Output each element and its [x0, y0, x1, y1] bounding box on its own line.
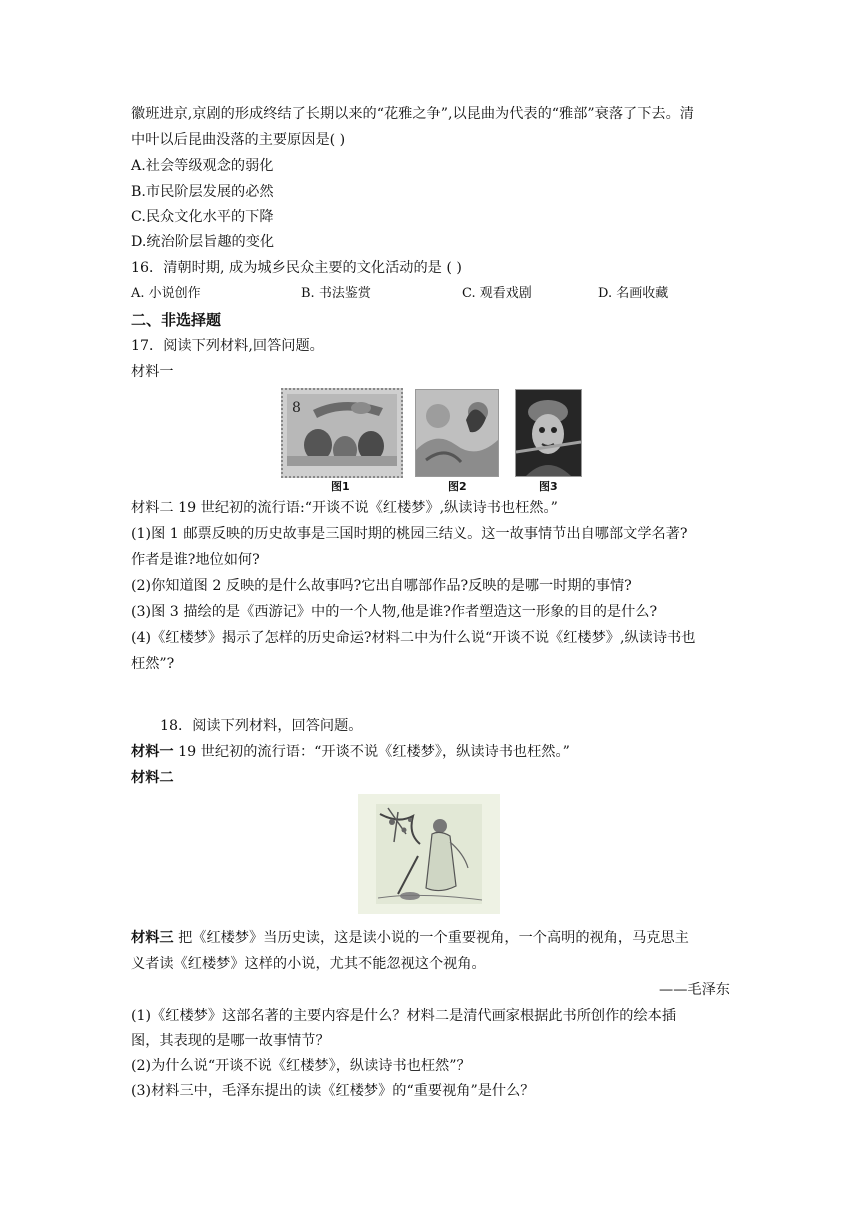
q16-option-a: A. 小说创作 [131, 286, 201, 301]
figure2-illustration [416, 390, 498, 476]
q17-question4-line2: 枉然”? [131, 656, 175, 672]
q18-material3-line2: 义者读《红楼梦》这样的小说，尤其不能忽视这个视角。 [131, 956, 486, 972]
q18-material3-label: 材料三 [131, 930, 174, 946]
q15-stem-line2: 中叶以后昆曲没落的主要原因是( ) [131, 132, 346, 148]
q17-material2: 材料二 19 世纪初的流行语:“开谈不说《红楼梦》,纵读诗书也枉然。” [131, 500, 558, 516]
q18-material3-text: 把《红楼梦》当历史读，这是读小说的一个重要视角，一个高明的视角，马克思主 [173, 930, 689, 946]
q16-option-d: D. 名画收藏 [598, 286, 669, 301]
q18-material1-text: 19 世纪初的流行语：“开谈不说《红楼梦》，纵读诗书也枉然。” [173, 744, 570, 760]
q16-stem: 16．清朝时期, 成为城乡民众主要的文化活动的是 ( ) [131, 260, 462, 276]
q18-material3-source: ——毛泽东 [659, 982, 730, 998]
q18-material2-label: 材料二 [131, 770, 174, 786]
q18-material1 [131, 742, 570, 762]
figure3-illustration [516, 390, 581, 476]
q18-question1-line2: 图，其表现的是哪一故事情节？ [131, 1033, 330, 1049]
q15-option-c: C.民众文化水平的下降 [131, 209, 274, 225]
q15-option-d: D.统治阶层旨趣的变化 [131, 234, 275, 250]
figure2-caption: 图2 [448, 480, 467, 493]
q18-question1-line1: (1)《红楼梦》这部名著的主要内容是什么？材料二是清代画家根据此书所创作的绘本插 [131, 1008, 677, 1024]
q17-material1-label: 材料一 [131, 364, 174, 380]
section-heading: 二、非选择题 [131, 311, 222, 329]
q17-stem: 17．阅读下列材料,回答问题。 [131, 338, 324, 354]
q18-question3: (3)材料三中，毛泽东提出的读《红楼梦》的“重要视角”是什么？ [131, 1083, 535, 1099]
figure3-caption: 图3 [539, 480, 558, 493]
stamp-illustration [283, 390, 401, 476]
q17-question1-line1: (1)图 1 邮票反映的历史故事是三国时期的桃园三结义。这一故事情节出自哪部文学名著? [131, 526, 688, 542]
figure3-image [515, 389, 582, 477]
stamp-image [281, 388, 403, 478]
daiyu-burying-flowers-drawing [358, 794, 500, 914]
q18-material1-label: 材料一 [131, 744, 174, 760]
q17-question3: (3)图 3 描绘的是《西游记》中的一个人物,他是谁?作者塑造这一形象的目的是什么? [131, 604, 658, 620]
figure1-caption: 图1 [331, 480, 350, 493]
q15-option-a: A.社会等级观念的弱化 [131, 158, 274, 174]
q18-material3-line1 [131, 928, 689, 948]
q17-question4-line1: (4)《红楼梦》揭示了怎样的历史命运?材料二中为什么说“开谈不说《红楼梦》,纵读诗书也 [131, 630, 696, 646]
honglou-illustration [358, 794, 500, 914]
q18-stem: 18．阅读下列材料，回答问题。 [160, 718, 363, 734]
q17-question2: (2)你知道图 2 反映的是什么故事吗?它出自哪部作品?反映的是哪一时期的事情? [131, 578, 632, 594]
q16-option-b: B. 书法鉴赏 [301, 286, 371, 301]
q15-option-b: B.市民阶层发展的必然 [131, 184, 274, 200]
q16-option-c: C. 观看戏剧 [462, 286, 532, 301]
q15-stem-line1: 徽班进京,京剧的形成终结了长期以来的“花雅之争”,以昆曲为代表的“雅部”衰落了下去。清 [131, 106, 694, 122]
q18-question2: (2)为什么说“开谈不说《红楼梦》，纵读诗书也枉然”？ [131, 1058, 471, 1074]
q17-question1-line2: 作者是谁?地位如何? [131, 552, 260, 568]
stamp-value: 8 [292, 400, 301, 416]
figure2-image [415, 389, 499, 477]
